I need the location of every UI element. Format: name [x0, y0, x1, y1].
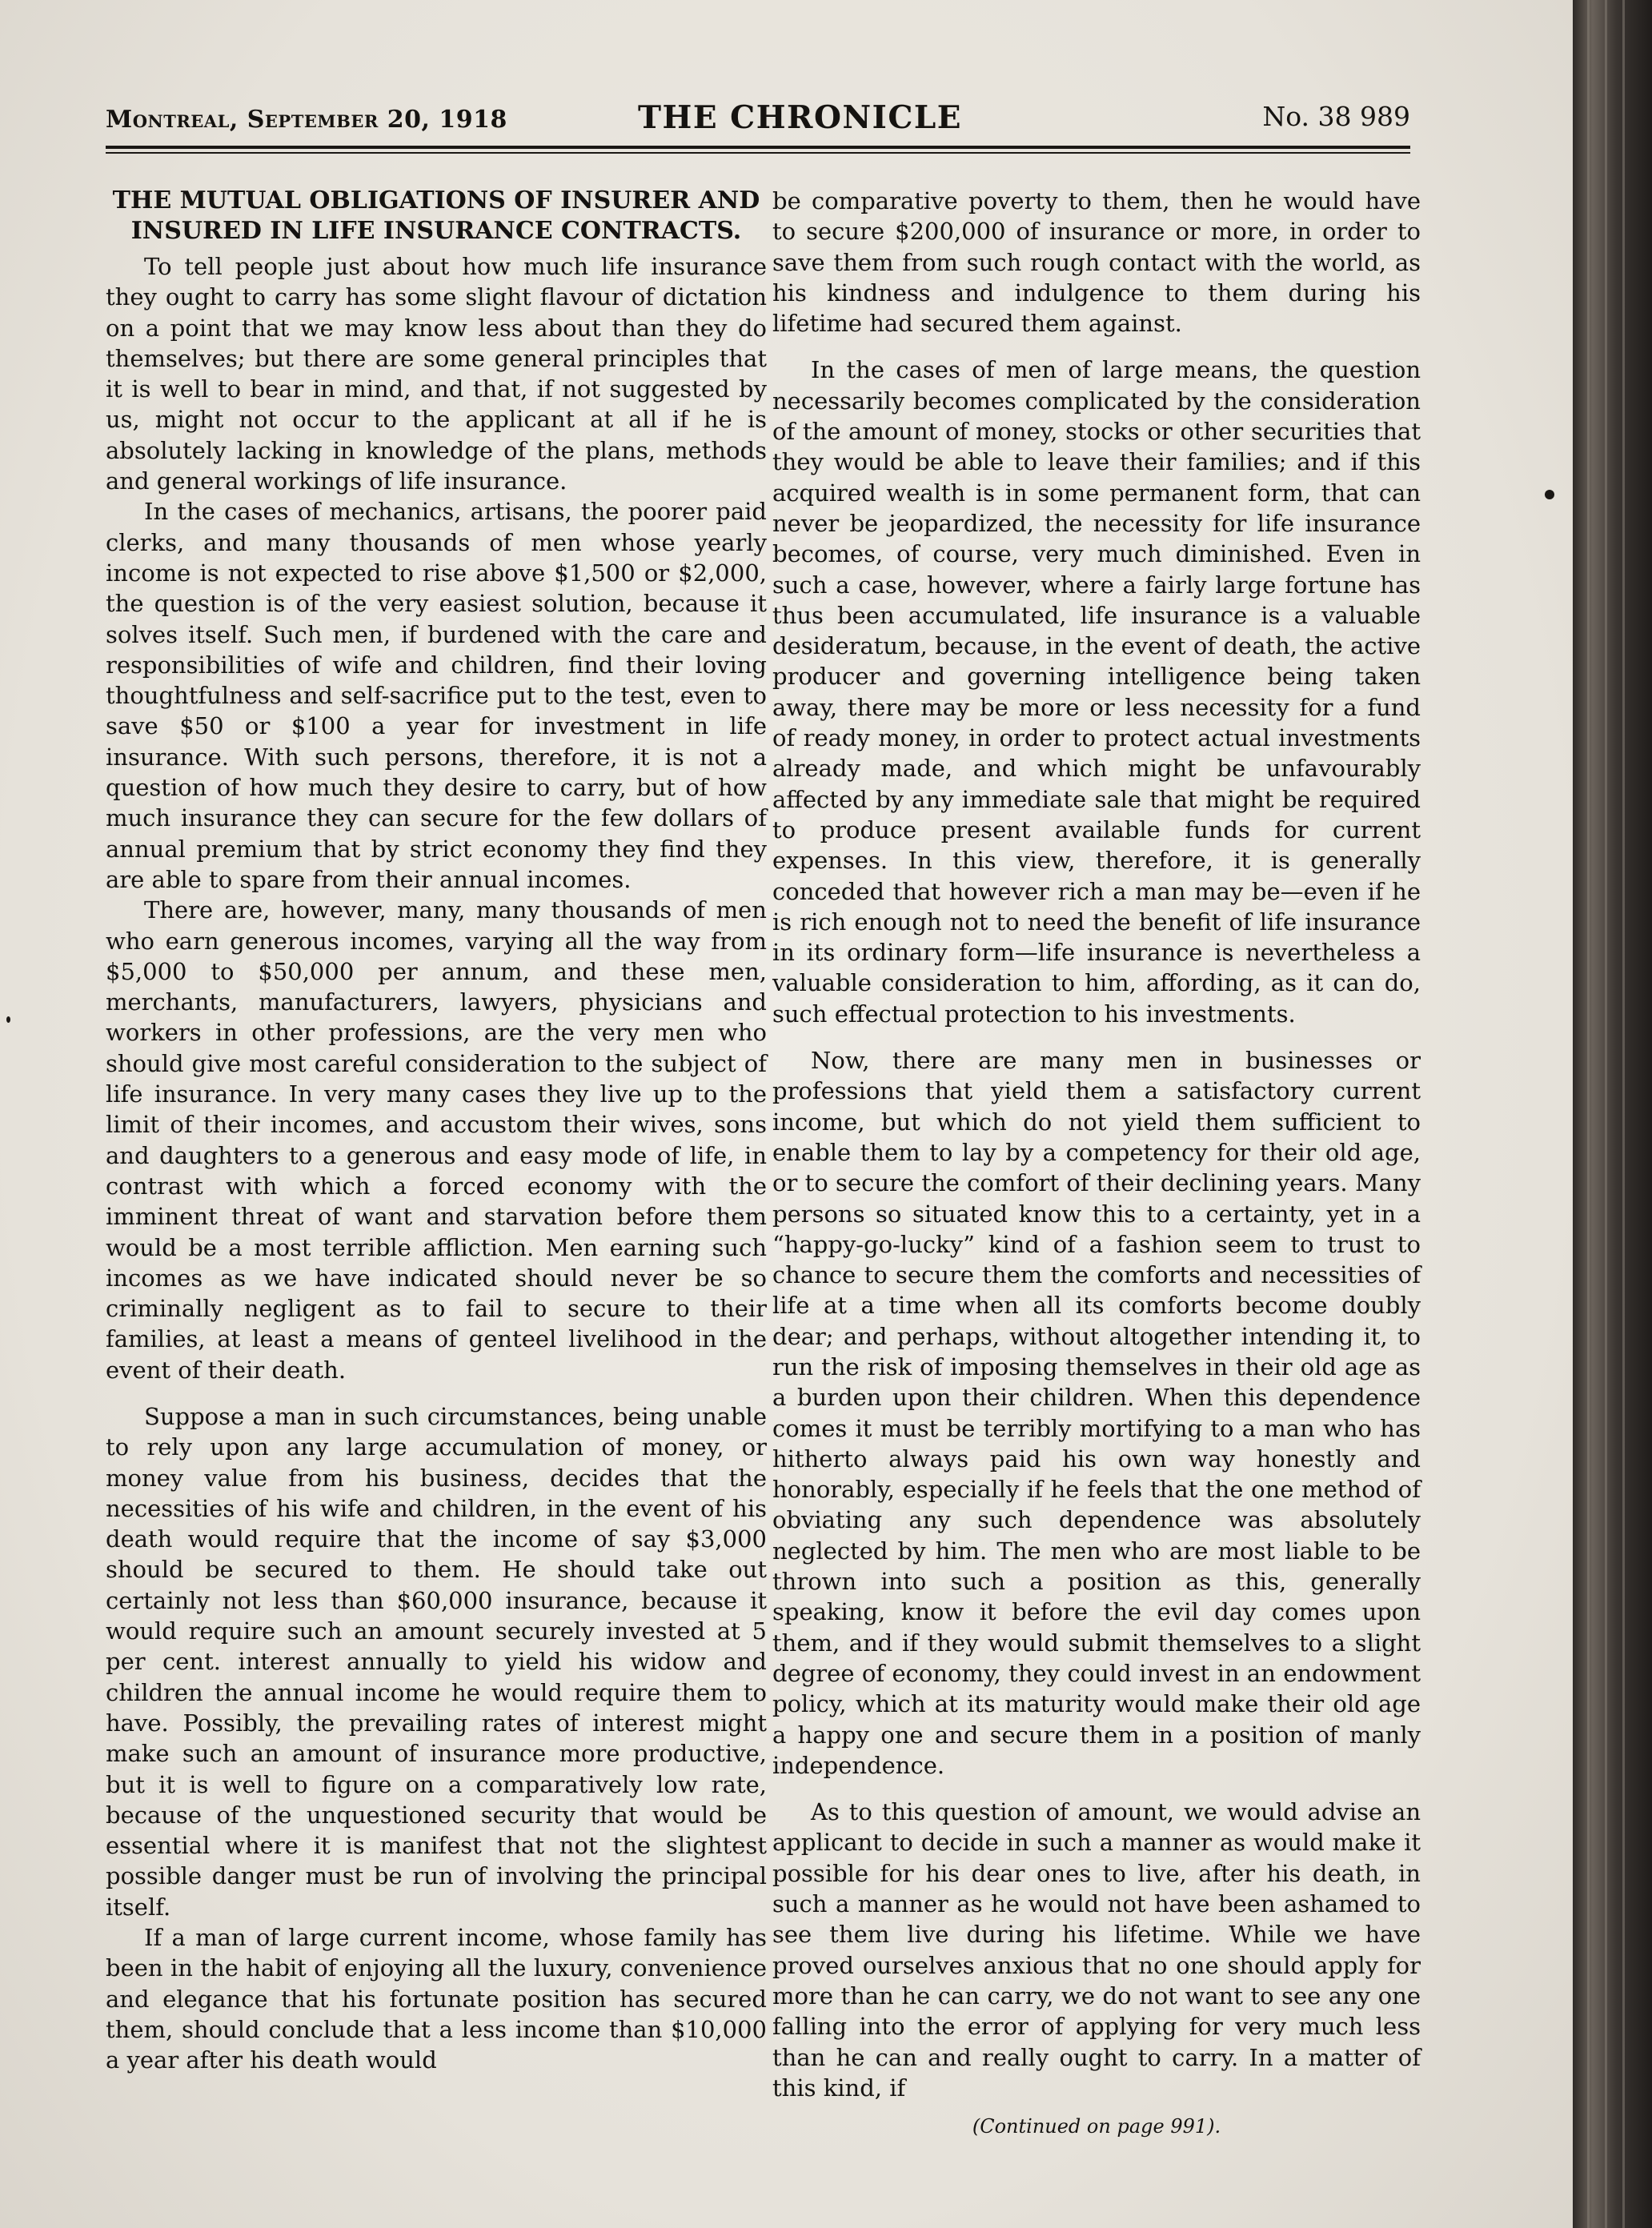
binding-line [1605, 0, 1607, 2228]
paragraph: In the cases of men of large means, the question necessarily becomes complicated by the consideration of the amount of money, stocks or other securities that they would be able to leave their families; and if this acquired wealth is in some permanent form, that can never be jeopardized, the necessity for life insurance becomes, of course, very much diminished. Even in such a case, however, where a fairly large fortune has thus been accumulated, life insurance is a valuable desideratum, because, in the event of death, the active producer and governing intelligence being taken away, there may be more or less necessity for a fund of ready money, in order to protect actual investments already made, and which might be unfavourably affected by any immediate sale that might be required to produce present available funds for current expenses. In this view, therefore, it is generally conceded that however rich a man may be—even if he is rich enough not to need the benefit of life insurance in its ordinary form—life insurance is nevertheless a valuable consideration to him, affording, as it can do, such effectual protection to his investments. [772, 356, 1421, 1028]
paragraph: Now, there are many men in businesses or professions that yield them a satisfactory current income, but which do not yield them sufficient to enable them to lay by a competency for their old age, or to secure the comfort of their declining years. Many persons so situated know this to a certainty, yet in a “happy-go-lucky” kind of a fashion seem to trust to chance to secure them the comforts and necessities of life at a time when all its comforts become doubly dear; and perhaps, without altogether intending it, to run the risk of imposing themselves in their old age as a burden upon their children. When this dependence comes it must be terribly mortifying to a man who has hitherto always paid his own way honestly and honorably, especially if he feels that the one method of obviating any such dependence was absolutely neglected by him. The men who are most liable to be thrown into such a position as this, generally speaking, know it before the evil day comes upon them, and if they would submit themselves to a slight degree of economy, they could invest in an endowment policy, which at its maturity would make their old age a happy one and secure them in a position of manly independence. [772, 1047, 1421, 1779]
header-rule-thin [106, 152, 1410, 154]
masthead-title: THE CHRONICLE [638, 99, 963, 136]
paragraph: If a man of large current income, whose family has been in the habit of enjoying all the luxury, convenience and elegance that his fortunate position has secured them, should conclude that a less income than $10,000 a year after his death would [106, 1924, 767, 2074]
header-rule-thick [106, 146, 1410, 149]
right-column [772, 186, 1421, 2142]
article-title: THE MUTUAL OBLIGATIONS OF INSURER AND INSURED IN LIFE INSURANCE CONTRACTS. [112, 186, 760, 245]
continued-note: (Continued on page 991). [972, 2115, 1221, 2138]
left-column [106, 186, 767, 2076]
paragraph: There are, however, many, many thousands of men who earn generous incomes, varying all the way from $5,000 to $50,000 per annum, and these men, merchants, manufacturers, lawyers, physicians and workers in other professions, are the very men who should give most careful consideration to the subject of life insurance. In very many cases they live up to the limit of their incomes, and accustom their wives, sons and daughters to a generous and easy mode of life, in contrast with which a forced economy with the imminent threat of want and starvation before them would be a most terrible affliction. Men earning such incomes as we have indicated should never be so criminally negligent as to fail to secure to their families, at least a means of genteel livelihood in the event of their death. [106, 896, 767, 1384]
page-header [106, 94, 1410, 142]
ink-spot [1545, 490, 1554, 499]
paragraph: be comparative poverty to them, then he would have to secure $200,000 of insurance or more, in order to save them from such rough contact with the world, as his kindness and indulgence to them during his lifetime had secured them against. [772, 187, 1421, 338]
binding-line [1622, 0, 1625, 2228]
issue-page-number: No. 38 989 [1262, 101, 1410, 132]
paragraph: As to this question of amount, we would advise an applicant to decide in such a manner as would make it possible for his dear ones to live, after his death, in such a manner as he would not have been ashamed to see them live during his lifetime. While we have proved ourselves anxious that no one should apply for more than he can carry, we do not want to see any one falling into the error of applying for very much less than he can and really ought to carry. In a matter of this kind, if [772, 1798, 1421, 2102]
paragraph: To tell people just about how much life insurance they ought to carry has some slight flavour of dictation on a point that we may know less about than they do themselves; but there are some general principles that it is well to bear in mind, and that, if not suggested by us, might not occur to the applicant at all if he is absolutely lacking in knowledge of the plans, methods and general workings of life insurance. [106, 253, 767, 495]
header-dateline: Montreal, September 20, 1918 [106, 106, 507, 134]
binding-line [1587, 0, 1590, 2228]
paragraph: Suppose a man in such circumstances, being unable to rely upon any large accumulation of money, or money value from his business, decides that the necessities of his wife and children, in the event of his death would require that the income of say $3,000 should be secured to them. He should take out certainly not less than $60,000 insurance, because it would require such an amount securely invested at 5 per cent. interest annually to yield his widow and children the annual income he would require them to have. Possibly, the prevailing rates of interest might make such an amount of insurance more productive, but it is well to figure on a comparatively low rate, because of the unquestioned security that would be essential where it is manifest that not the slightest possible danger must be run of involving the principal itself. [106, 1402, 767, 1921]
book-binding-edge [1573, 0, 1652, 2228]
paragraph: In the cases of mechanics, artisans, the poorer paid clerks, and many thousands of men whose yearly income is not expected to rise above $1,500 or $2,000, the question is of the very easiest solution, because it solves itself. Such men, if burdened with the care and responsibilities of wife and children, find their loving thoughtfulness and self-sacrifice put to the test, even to save $50 or $100 a year for investment in life insurance. With such persons, therefore, it is not a question of how much they desire to carry, but of how much insurance they can secure for the few dollars of annual premium that by strict economy they find they are able to spare from their annual incomes. [106, 498, 767, 893]
ink-spot [6, 1016, 10, 1023]
